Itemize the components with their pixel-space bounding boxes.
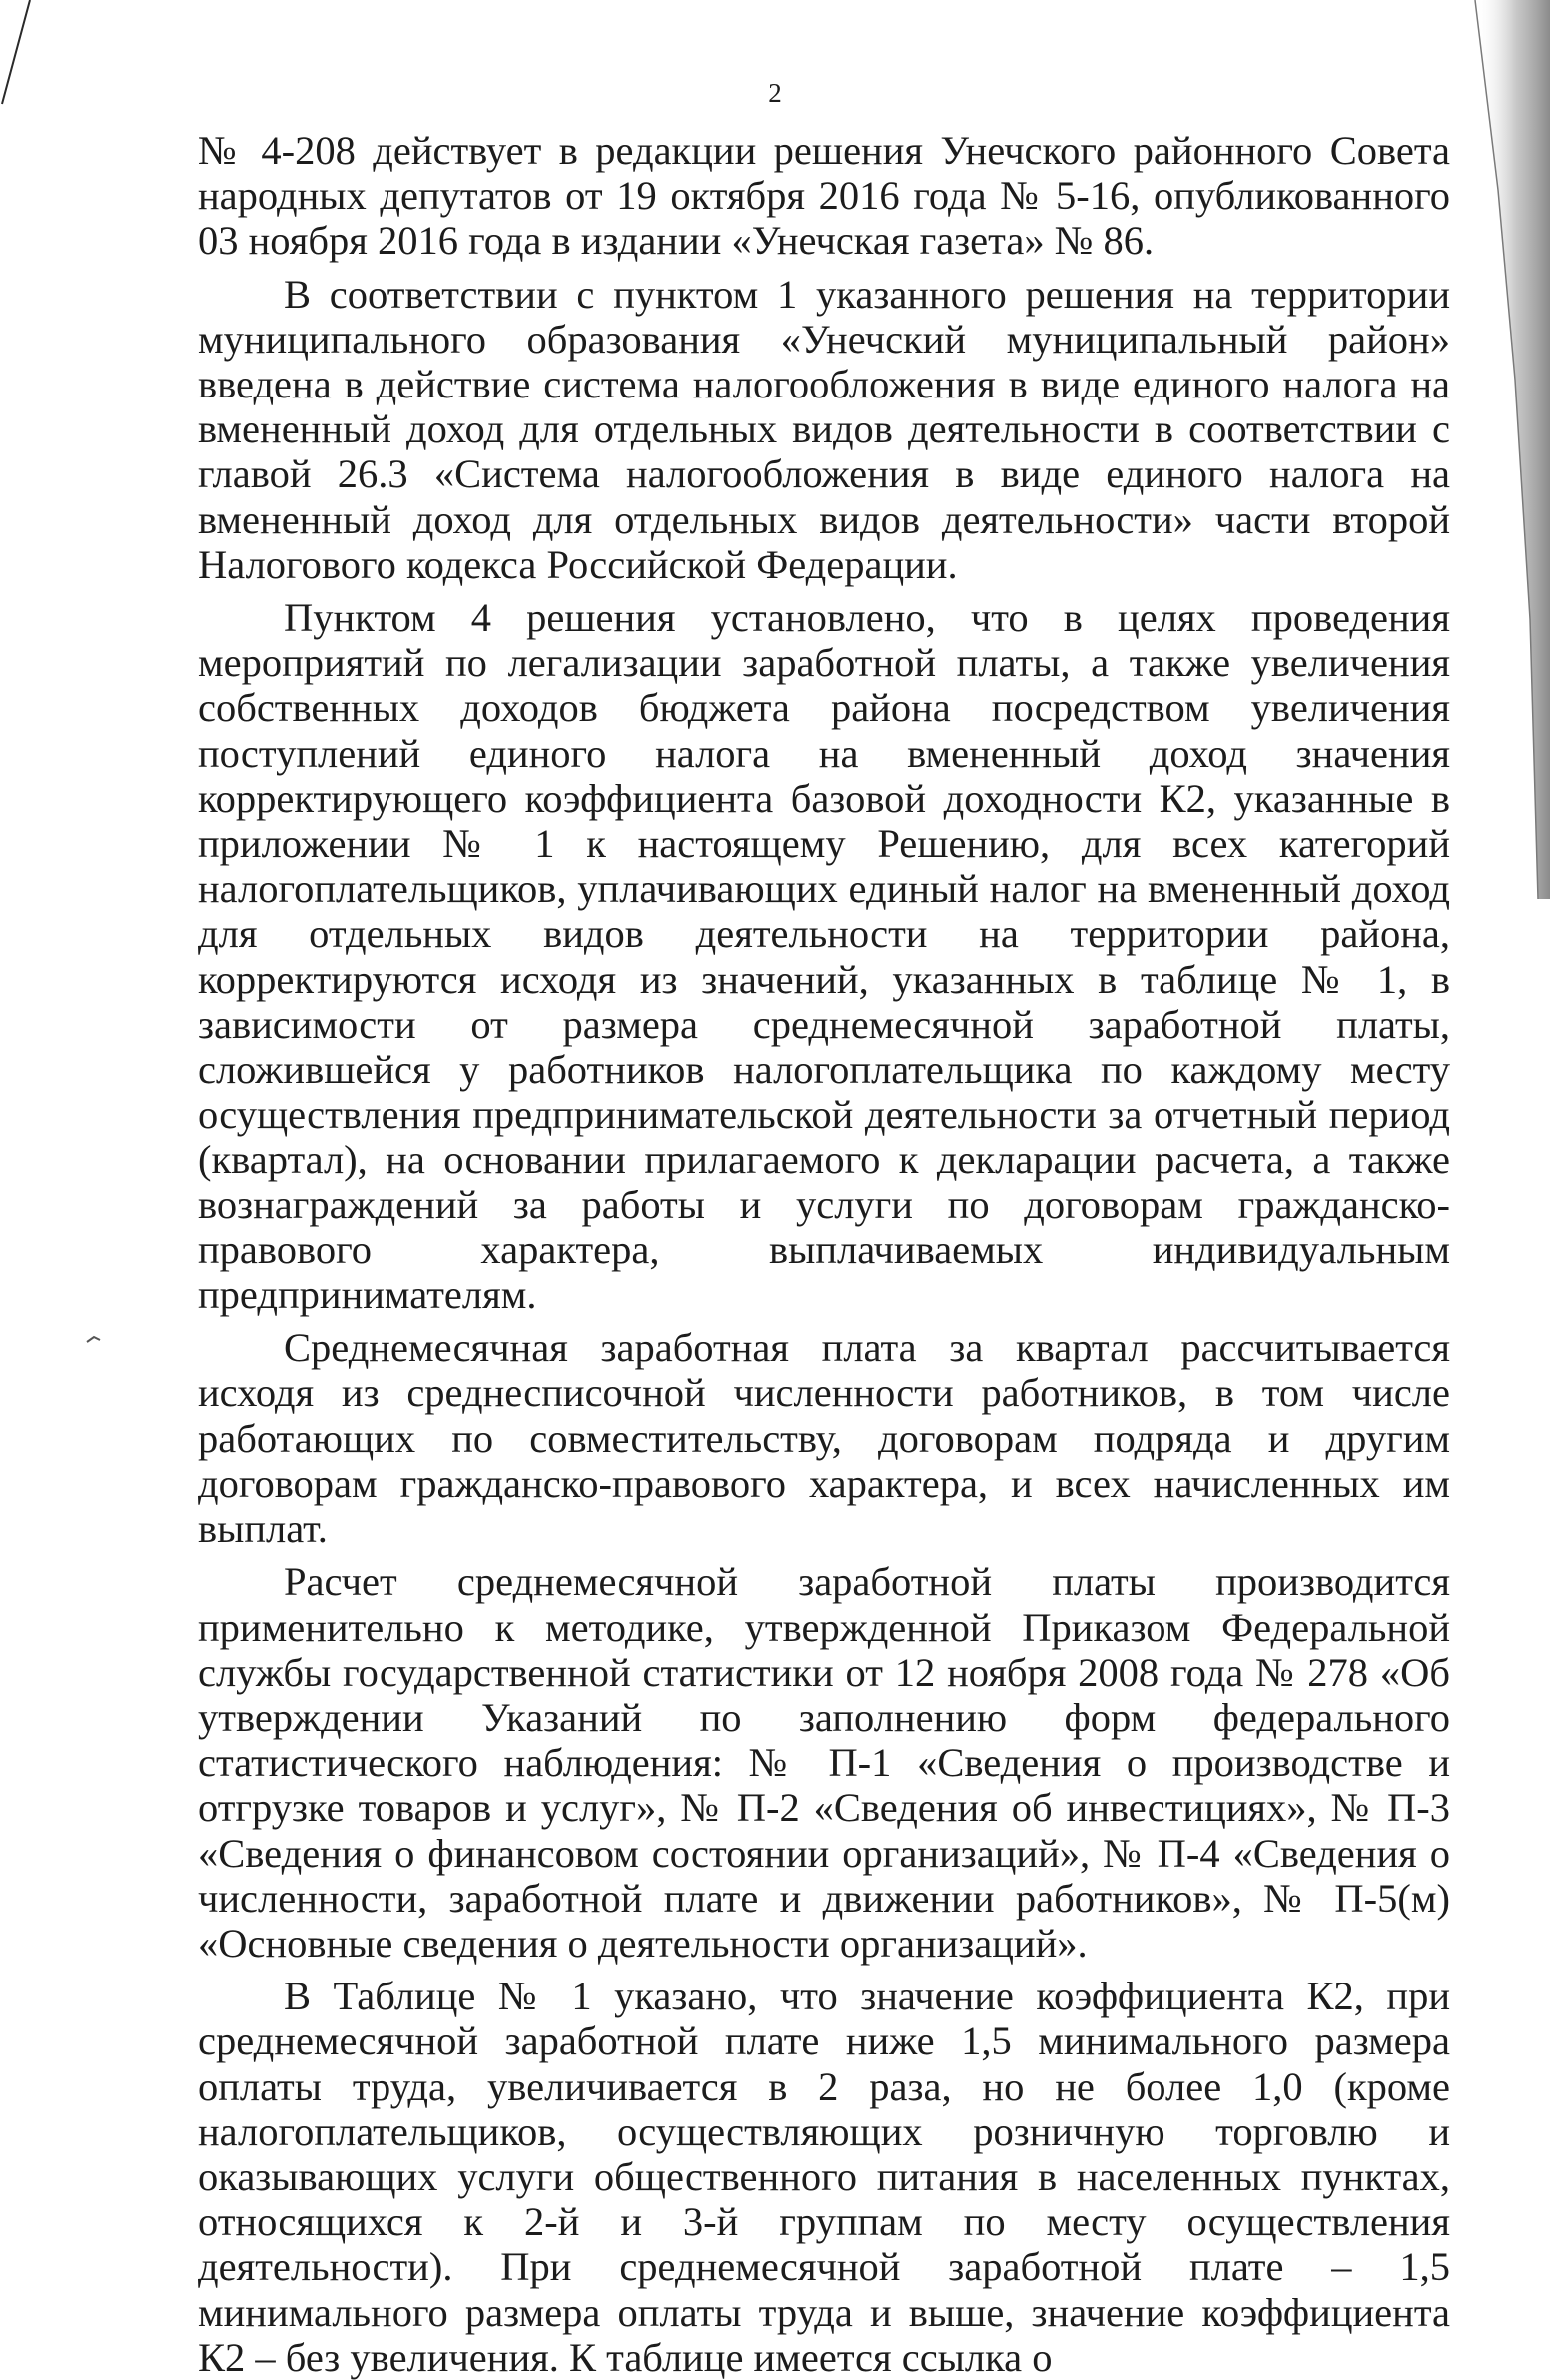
document-body (198, 128, 1450, 2380)
page-number: 2 (768, 78, 782, 108)
paragraph-table-1: В Таблице № 1 указано, что значение коэффициента К2, при среднемесячной заработной плате ниже 1,5 минимального размера оплаты труда, увеличивается в 2 раза, но не более 1,0 (кроме налогоплательщиков, осуществляющих розничную торговлю и оказывающих услуги общественного питания в населенных пунктах, относящихся к 2-й и 3-й группам по месту осуществления деятельности). При среднемесячной заработной плате – 1,5 минимального размера оплаты труда и выше, значение коэффициента К2 – без увеличения. К таблице имеется ссылка о (198, 1974, 1450, 2380)
scan-speck (86, 1334, 102, 1344)
paragraph-average-salary: Среднемесячная заработная плата за квартал рассчитывается исходя из среднесписочной численности работников, в том числе работающих по совместительству, договорам подряда и другим договорам гражданско-правового характера, и всех начисленных им выплат. (198, 1325, 1450, 1552)
paragraph-calculation-method: Расчет среднемесячной заработной платы производится применительно к методике, утвержденной Приказом Федеральной службы государственной статистики от 12 ноября 2008 года № 278 «Об утверждении Указаний по заполнению форм федерального статистического наблюдения: № П-1 «Сведения о производстве и отгрузке товаров и услуг», № П-2 «Сведения об инвестициях», № П-3 «Сведения о финансовом состоянии организаций», № П-4 «Сведения о численности, заработной плате и движении работников», № П-5(м) «Основные сведения о деятельности организаций». (198, 1559, 1450, 1966)
paragraph-tax-system: В соответствии с пунктом 1 указанного решения на территории муниципального образования «Унечский муниципальный район» введена в действие система налогообложения в виде единого налога на вмененный доход для отдельных видов деятельности в соответствии с главой 26.3 «Система налогообложения в виде единого налога на вмененный доход для отдельных видов деятельности» части второй Налогового кодекса Российской Федерации. (198, 271, 1450, 587)
paragraph-point-4: Пунктом 4 решения установлено, что в целях проведения мероприятий по легализации заработной платы, а также увеличения собственных доходов бюджета района посредством увеличения поступлений единого налога на вмененный доход значения корректирующего коэффициента базовой доходности К2, указанные в приложении № 1 к настоящему Решению, для всех категорий налогоплательщиков, уплачивающих единый налог на вмененный доход для отдельных видов деятельности на территории района, корректируются исходя из значений, указанных в таблице № 1, в зависимости от размера среднемесячной заработной платы, сложившейся у работников налогоплательщика по каждому месту осуществления предпринимательской деятельности за отчетный период (квартал), на основании прилагаемого к декларации расчета, а также вознаграждений за работы и услуги по договорам гражданско-правового характера, выплачиваемых индивидуальным предпринимателям. (198, 595, 1450, 1318)
paragraph-continuation: № 4-208 действует в редакции решения Унечского районного Совета народных депутатов от 19 октября 2016 года № 5-16, опубликованного 03 ноября 2016 года в издании «Унечская газета» № 86. (198, 128, 1450, 264)
